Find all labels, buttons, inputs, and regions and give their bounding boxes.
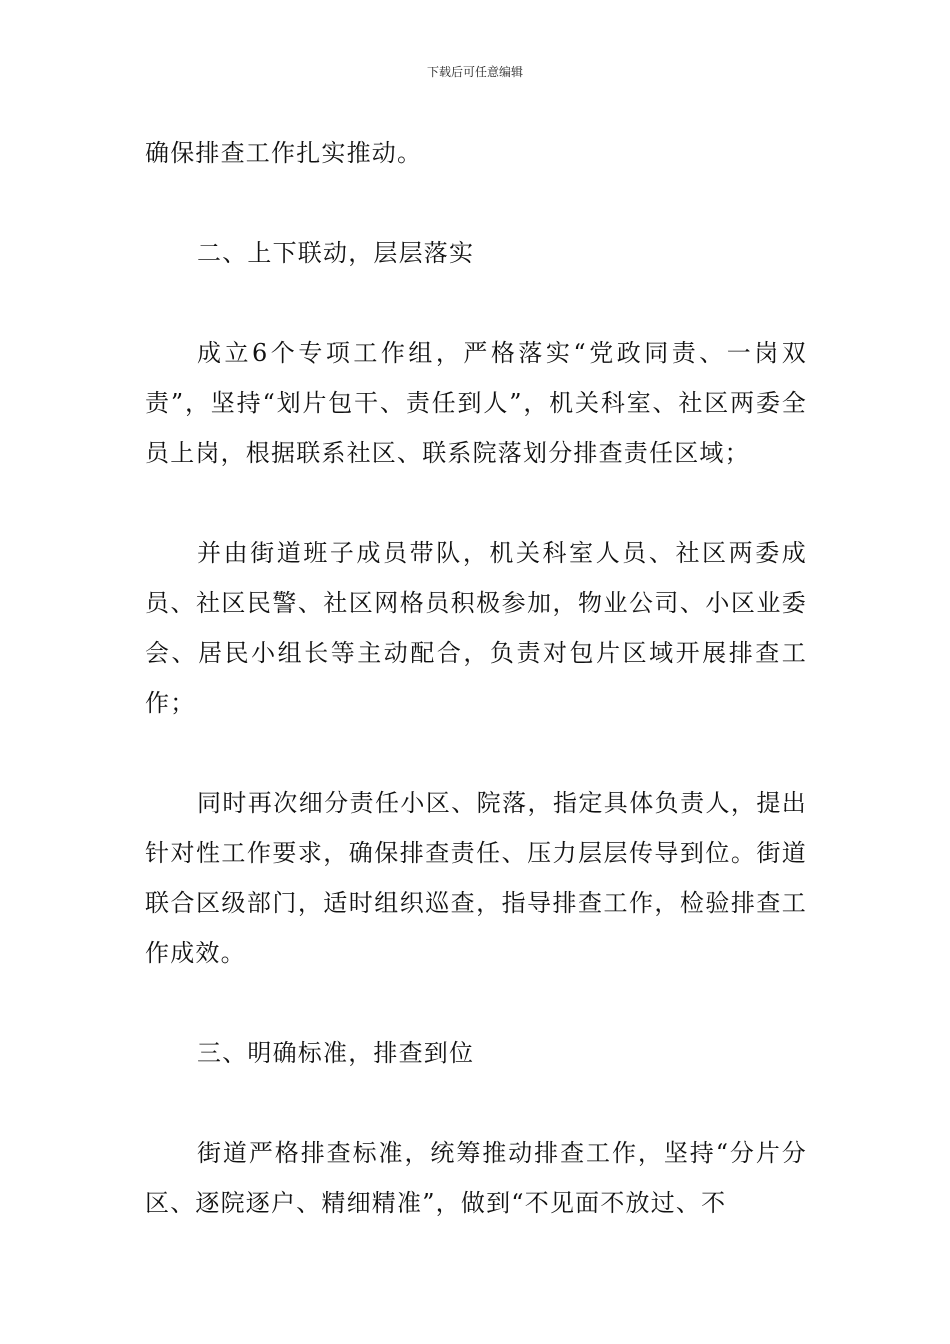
page-header: 下载后可任意编辑 xyxy=(426,65,523,79)
section-heading-3: 三、明确标准，排查到位 xyxy=(197,1039,475,1067)
document-body xyxy=(145,128,807,1278)
paragraph-standards: 街道严格排查标准，统筹推动排查工作，坚持“分片分区、逐院逐户、精细精准”，做到“不见面不放过、不 xyxy=(145,1139,807,1217)
paragraph-continuation: 确保排查工作扎实推动。 xyxy=(145,139,423,167)
paragraph-subdivide: 同时再次细分责任小区、院落，指定具体负责人，提出针对性工作要求，确保排查责任、压力层层传导到位。街道联合区级部门，适时组织巡查，指导排查工作，检验排查工作成效。 xyxy=(145,789,807,967)
paragraph-workgroups: 成立6个专项工作组，严格落实“党政同责、一岗双责”，坚持“划片包干、责任到人”，机关科室、社区两委全员上岗，根据联系社区、联系院落划分排查责任区域； xyxy=(145,339,807,467)
paragraph-team-leads: 并由街道班子成员带队，机关科室人员、社区两委成员、社区民警、社区网格员积极参加，物业公司、小区业委会、居民小组长等主动配合，负责对包片区域开展排查工作； xyxy=(145,539,807,717)
section-heading-2: 二、上下联动，层层落实 xyxy=(197,239,475,267)
